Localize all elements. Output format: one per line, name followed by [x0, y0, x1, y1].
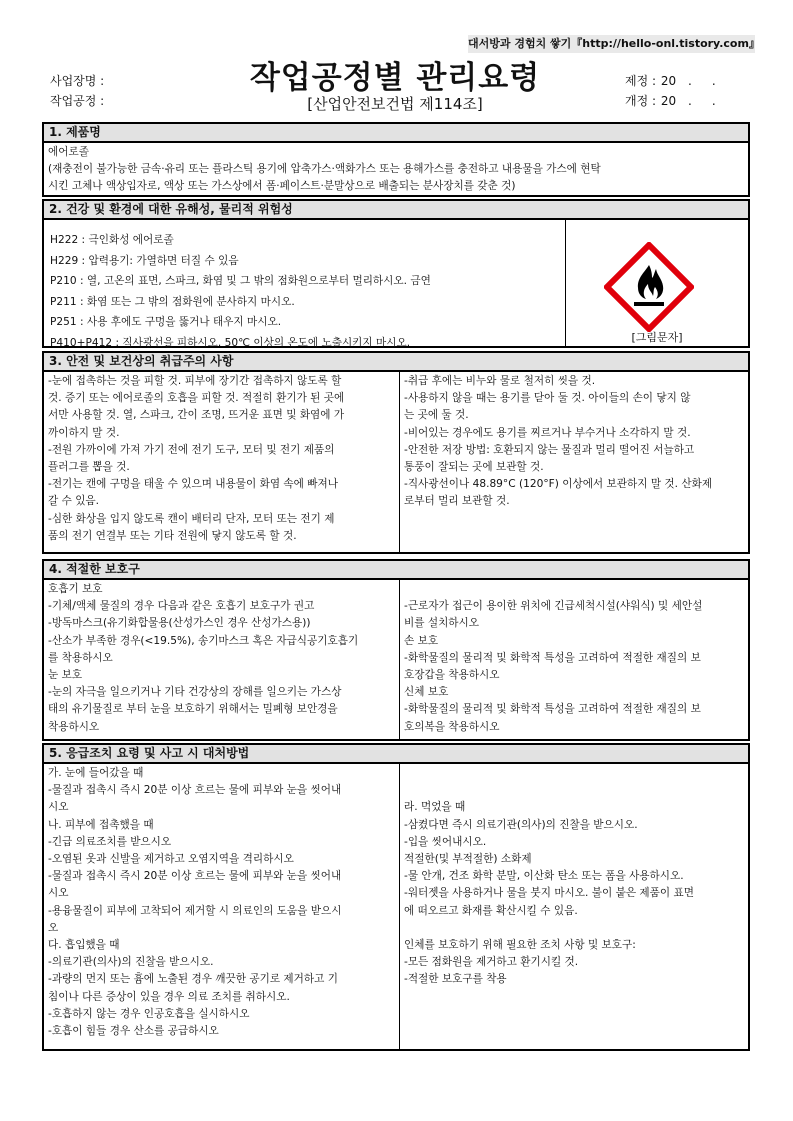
text-line: -비어있는 경우에도 용기를 찌르거나 부수거나 소각하지 말 것. — [404, 426, 691, 439]
precaution-statement: P211 : 화염 또는 그 밖의 점화원에 분사하지 마시오. — [50, 295, 295, 308]
left-column — [44, 580, 400, 741]
section-body — [44, 372, 748, 554]
date-dot: . — [688, 94, 692, 108]
text-line: -취급 후에는 비누와 물로 철저히 씻을 것. — [404, 375, 596, 387]
date-dot: . — [711, 74, 716, 88]
text-line: 에 떠오르고 화재를 확산시킬 수 있음. — [404, 904, 578, 917]
text-line: 는 곳에 둘 것. — [404, 409, 469, 422]
text-line: -방독마스크(유기화합물용(산성가스인 경우 산성가스용)) — [48, 617, 311, 630]
text-line: 다. 흡입했을 때 — [48, 939, 120, 952]
right-column — [400, 372, 748, 554]
text-line: 통풍이 잘되는 곳에 보관할 것. — [404, 461, 544, 474]
section-body — [44, 220, 748, 348]
text-line: 라. 먹었을 때 — [404, 801, 466, 814]
right-column — [400, 764, 748, 1051]
text-line: 호장갑을 착용하시오 — [404, 669, 500, 681]
text-line: -근로자가 접근이 용이한 위치에 긴급세척시설(샤워식) 및 세안설 — [404, 600, 703, 613]
text-line: 나. 피부에 접촉했을 때 — [48, 818, 154, 831]
enactment-label: 제정 : — [625, 74, 657, 88]
date-dot: . — [711, 94, 716, 108]
section-hazards — [42, 199, 750, 348]
text-line: 품의 전기 연결부 또는 기타 전원에 닿지 않도록 할 것. — [48, 529, 297, 542]
text-line: -심한 화상을 입지 않도록 캔이 배터리 단자, 모터 또는 전기 제 — [48, 512, 335, 525]
text-line: -모든 점화원을 제거하고 환기시킬 것. — [404, 956, 579, 969]
text-line: -물질과 접촉시 즉시 20분 이상 흐르는 물에 피부와 눈을 씻어내 — [48, 784, 342, 797]
section-body — [44, 580, 748, 741]
text-line: 오 — [48, 921, 59, 934]
text-line: -산소가 부족한 경우(<19.5%), 송기마스크 혹은 자급식공기호흡기 — [48, 634, 359, 647]
text-line: 가. 눈에 들어갔을 때 — [48, 767, 144, 779]
spacer — [404, 920, 744, 937]
precaution-statement: P251 : 사용 후에도 구멍을 뚫거나 태우지 마시오. — [50, 316, 282, 328]
left-column — [44, 372, 400, 554]
text-line: 눈 보호 — [48, 669, 83, 682]
document-subtitle: [산업안전보건법 제114조] — [307, 95, 483, 113]
section-heading: 5. 응급조치 요령 및 사고 시 대처방법 — [44, 745, 748, 764]
section-handling-precautions — [42, 351, 750, 554]
text-line: -눈의 자극을 일으키거나 기타 건강상의 장해를 일으키는 가스상 — [48, 686, 342, 699]
text-line: -사용하지 않을 때는 용기를 닫아 둘 것. 아이들의 손이 닿지 않 — [404, 392, 691, 405]
text-line: -용융물질이 피부에 고착되어 제거할 시 의료인의 도움을 받으시 — [48, 904, 342, 917]
text-line: -삼켰다면 즉시 의료기관(의사)의 진찰을 받으시오. — [404, 818, 638, 831]
flame-hazard-pictogram-icon — [604, 242, 694, 332]
section-heading: 2. 건강 및 환경에 대한 유해성, 물리적 위험성 — [44, 201, 748, 220]
source-banner: 대서방과 경험치 쌓기『http://hello-onl.tistory.com』 — [468, 35, 755, 53]
revision-year: 20 — [660, 94, 677, 108]
text-line: 것. 증기 또는 에어로졸의 호흡을 피할 것. 적절히 환기가 된 곳에 — [48, 392, 345, 405]
text-line: -과량의 먼지 또는 흄에 노출된 경우 깨끗한 공기로 제거하고 기 — [48, 973, 338, 986]
text-line: 손 보호 — [404, 634, 439, 647]
work-process-label: 작업공정 : — [50, 94, 105, 108]
enactment-date — [625, 72, 724, 89]
text-line: 시오 — [48, 801, 69, 814]
text-line: -호흡하지 않는 경우 인공호흡을 실시하시오 — [48, 1007, 250, 1020]
text-line: -직사광선이나 48.89°C (120°F) 이상에서 보관하지 말 것. 산화제 — [404, 478, 713, 491]
section-heading: 1. 제품명 — [44, 124, 748, 143]
text-line: -화학물질의 물리적 및 화학적 특성을 고려하여 적절한 재질의 보 — [404, 651, 701, 664]
text-line: -전원 가까이에 가져 가기 전에 전기 도구, 모터 및 전기 제품의 — [48, 443, 335, 456]
text-line: 에어로졸 — [48, 146, 89, 158]
section-heading: 3. 안전 및 보건상의 취급주의 사항 — [44, 353, 748, 372]
company-name-label: 사업장명 : — [50, 74, 105, 88]
text-line: -호흡이 힘들 경우 산소를 공급하시오 — [48, 1025, 219, 1038]
text-line: -적절한 보호구를 착용 — [404, 973, 507, 986]
spacer — [404, 765, 744, 782]
pictogram-box — [565, 220, 748, 348]
text-line: 착용하시오 — [48, 720, 100, 733]
text-line: -눈에 접촉하는 것을 피할 것. 피부에 장기간 접촉하지 않도록 할 — [48, 375, 342, 387]
left-column — [44, 764, 400, 1051]
text-line: -긴급 의료조치를 받으시오 — [48, 835, 172, 848]
revision-date — [625, 92, 724, 109]
precaution-statement: P410+P412 : 직사광선을 피하시오. 50℃ 이상의 온도에 노출시키지 마시오. — [50, 336, 411, 349]
date-dot: . — [688, 74, 692, 88]
text-line: 시킨 고체나 액상입자로, 액상 또는 가스상에서 폼·페이스트·분말상으로 배출되는 분사장치를 갖춘 것) — [48, 180, 516, 193]
text-line: -안전한 저장 방법: 호환되지 않는 물질과 멀리 떨어진 서늘하고 — [404, 443, 695, 456]
text-line: -물 안개, 건조 화학 분말, 이산화 탄소 또는 폼을 사용하시오. — [404, 870, 684, 883]
section-first-aid — [42, 743, 750, 1051]
text-line: 갈 수 있음. — [48, 495, 100, 508]
document-title: 작업공정별 관리요령 — [249, 60, 541, 96]
enactment-year: 20 — [660, 74, 677, 88]
text-line: -입을 씻어내시오. — [404, 835, 487, 848]
text-line: -워터젯을 사용하거나 물을 붓지 마시오. 불이 붙은 제품이 표면 — [404, 887, 694, 900]
text-line: -의료기관(의사)의 진찰을 받으시오. — [48, 956, 214, 969]
text-line: 비를 설치하시오 — [404, 617, 480, 630]
text-line: -기체/액체 물질의 경우 다음과 같은 호흡기 보호구가 권고 — [48, 600, 315, 613]
hazard-statement: H229 : 압력용기: 가열하면 터질 수 있음 — [50, 254, 239, 267]
text-line: -전기는 캔에 구멍을 태울 수 있으며 내용물이 화염 속에 빠져나 — [48, 478, 338, 491]
section-body — [44, 764, 748, 1051]
text-line: 시오 — [48, 887, 69, 900]
text-line: 를 착용하시오 — [48, 651, 113, 664]
pictogram-caption: [그림문자] — [631, 330, 683, 344]
text-line: -화학물질의 물리적 및 화학적 특성을 고려하여 적절한 재질의 보 — [404, 703, 701, 716]
text-line: 까이하지 말 것. — [48, 426, 120, 439]
hazard-statement: H222 : 극인화성 에어로졸 — [50, 234, 174, 246]
text-line: 신체 보호 — [404, 686, 449, 699]
section-product-name — [42, 122, 750, 197]
text-line: 태의 유기물질로 부터 눈을 보호하기 위해서는 밀폐형 보안경을 — [48, 703, 338, 716]
text-line: 적절한(및 부적절한) 소화제 — [404, 852, 532, 865]
text-line: 서만 사용할 것. 열, 스파크, 간이 조명, 뜨거운 표면 및 화염에 가 — [48, 409, 345, 422]
revision-label: 개정 : — [625, 94, 657, 108]
section-protective-equipment — [42, 559, 750, 741]
spacer — [404, 581, 744, 598]
right-column — [400, 580, 748, 741]
text-line: 플러그를 뽑을 것. — [48, 461, 130, 474]
section-heading: 4. 적절한 보호구 — [44, 561, 748, 580]
text-line: 침이나 다른 증상이 있을 경우 의료 조치를 취하시오. — [48, 990, 290, 1003]
text-line: 호의복을 착용하시오 — [404, 720, 500, 733]
section-body — [44, 143, 748, 196]
text-line: 호흡기 보호 — [48, 583, 103, 595]
text-line: -물질과 접촉시 즉시 20분 이상 흐르는 물에 피부와 눈을 씻어내 — [48, 870, 342, 883]
text-line: -오염된 옷과 신발을 제거하고 오염지역을 격리하시오 — [48, 853, 294, 866]
text-line: (재충전이 불가능한 금속·유리 또는 플라스틱 용기에 압축가스·액화가스 또는 용해가스를 충전하고 내용물을 가스에 현탁 — [48, 163, 601, 176]
text-line: 로부터 멀리 보관할 것. — [404, 495, 510, 508]
spacer — [404, 782, 744, 799]
precaution-statement: P210 : 열, 고온의 표면, 스파크, 화염 및 그 밖의 점화원으로부터 멀리하시오. 금연 — [50, 275, 431, 287]
text-line: 인체를 보호하기 위해 필요한 조치 사항 및 보호구: — [404, 938, 636, 951]
